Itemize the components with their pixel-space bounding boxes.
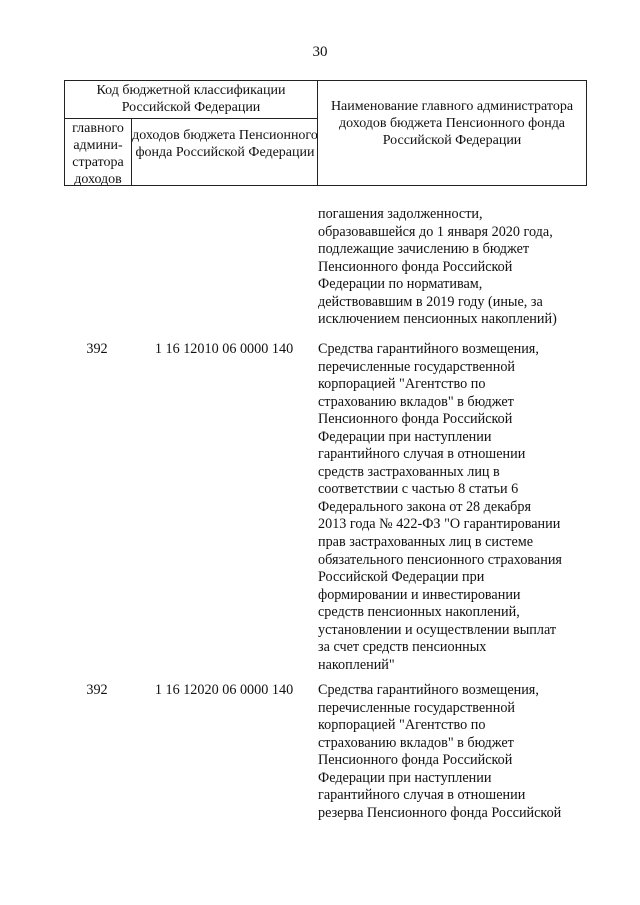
header-fund-revenues: доходов бюджета Пенсионного фонда Российской Федерации [132, 128, 318, 160]
page-number: 30 [312, 44, 328, 60]
row-1-admin-code: 392 [86, 341, 108, 357]
row-2-admin-code: 392 [86, 682, 108, 698]
header-budget-classification-code: Код бюджетной классификации Российской Федерации [96, 83, 286, 115]
row-2-revenue-code: 1 16 12020 06 0000 140 [154, 682, 294, 698]
header-administrator-name: Наименование главного администратора доходов бюджета Пенсионного фонда Российской Федерации [330, 99, 574, 148]
row-1-revenue-code: 1 16 12010 06 0000 140 [154, 341, 294, 357]
row-2-name: Средства гарантийного возмещения, перечисленные государственной корпорацией "Агентство по страхованию вкладов" в бюджет Пенсионного фонда Российской Федерации при наступлении гарантийного случая в отношении резерва Пенсионного фонда Российской [318, 682, 562, 821]
row-1-name: Средства гарантийного возмещения, перечисленные государственной корпорацией "Агентство по страхованию вкладов" в бюджет Пенсионного фонда Российской Федерации при наступлении гарантийного случая в отношении средств застрахованных лиц в соответствии с частью 8 статьи 6 Федерального закона от 28 декабря 2013 года № 422-ФЗ "О гарантировании прав застрахованных лиц в системе обязательного пенсионного страхования Российской Федерации при формировании и инвестировании средств пенсионных накоплений, установлении и осуществлении выплат за счет средств пенсионных накоплений" [318, 341, 562, 673]
header-chief-administrator: главного админи-стратора доходов [72, 121, 124, 187]
row-0-name: погашения задолженности, образовавшейся до 1 января 2020 года, подлежащие зачислению в бюджет Пенсионного фонда Российской Федерации по нормативам, действовавшим в 2019 году (иные, за исключением пенсионных накоплений) [318, 206, 557, 328]
table-header [64, 80, 587, 186]
